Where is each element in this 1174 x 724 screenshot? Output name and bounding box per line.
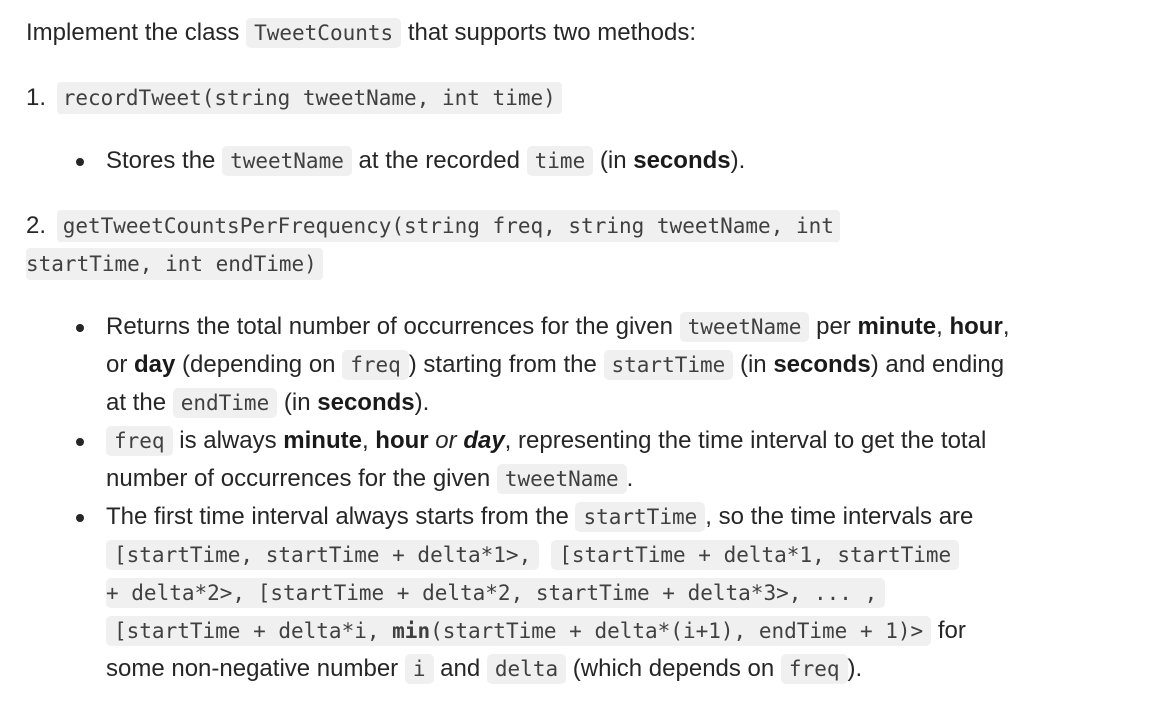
code-delta: delta bbox=[487, 654, 566, 684]
method2-signature-line2: startTime, int endTime) bbox=[26, 248, 323, 280]
bullet-dot bbox=[76, 514, 84, 522]
text: at the bbox=[106, 389, 173, 416]
code-interval-1: [startTime, startTime + delta*1>, bbox=[106, 540, 539, 570]
text: (in bbox=[593, 147, 634, 174]
text: , representing the time interval to get the total bbox=[504, 427, 987, 454]
class-name-code: TweetCounts bbox=[246, 18, 401, 48]
method2-heading-line2 bbox=[26, 245, 323, 283]
text: , bbox=[936, 313, 950, 340]
text: for bbox=[931, 617, 966, 644]
text: . bbox=[626, 465, 634, 492]
method2-number: 2. bbox=[26, 212, 47, 239]
text: ). bbox=[414, 389, 430, 416]
bullet-dot bbox=[76, 324, 84, 332]
text: ) starting from the bbox=[408, 351, 604, 378]
method1-bullet bbox=[106, 142, 745, 180]
bullet3-line1 bbox=[106, 498, 973, 536]
code-tweetname: tweetName bbox=[497, 464, 627, 494]
code-min: min bbox=[392, 619, 431, 643]
text: at the recorded bbox=[351, 147, 527, 174]
code-freq: freq bbox=[781, 654, 848, 684]
text: some non-negative number bbox=[106, 655, 405, 682]
text: and bbox=[433, 655, 487, 682]
text: number of occurrences for the given bbox=[106, 465, 497, 492]
method1-signature: recordTweet(string tweetName, int time) bbox=[57, 82, 562, 114]
code-starttime: startTime bbox=[575, 502, 705, 532]
bold-hour: hour bbox=[949, 313, 1003, 340]
code-tweetname: tweetName bbox=[680, 312, 810, 342]
bold-hour: hour bbox=[375, 427, 429, 454]
code-freq: freq bbox=[342, 350, 409, 380]
text: , bbox=[1002, 313, 1010, 340]
intro-text-before: Implement the class bbox=[26, 19, 247, 46]
italic-or: or bbox=[428, 427, 464, 454]
bullet2-line2 bbox=[106, 460, 633, 498]
text: per bbox=[809, 313, 858, 340]
bullet1-line1 bbox=[106, 308, 1009, 346]
intro-line bbox=[26, 14, 696, 52]
text: (depending on bbox=[175, 351, 343, 378]
bullet3-line4 bbox=[106, 612, 966, 650]
text: ). bbox=[847, 655, 863, 682]
code-endtime: endTime bbox=[173, 388, 278, 418]
bullet1-line2 bbox=[106, 346, 1004, 384]
code-interval-2: [startTime + delta*1, startTime bbox=[551, 540, 959, 570]
bullet-dot bbox=[76, 438, 84, 446]
bullet3-line2 bbox=[106, 536, 959, 574]
bold-seconds: seconds bbox=[773, 351, 871, 378]
code-freq: freq bbox=[106, 426, 173, 456]
code-part: (startTime + delta*(i+1), endTime + 1)> bbox=[430, 619, 924, 643]
text: (which depends on bbox=[566, 655, 781, 682]
bold-italic-day: day bbox=[463, 427, 505, 454]
text: (in bbox=[277, 389, 318, 416]
code-tweetname: tweetName bbox=[222, 146, 352, 176]
bold-minute: minute bbox=[857, 313, 937, 340]
bold-day: day bbox=[134, 351, 176, 378]
text: Returns the total number of occurrences for the given bbox=[106, 313, 680, 340]
method2-heading-line1 bbox=[26, 207, 840, 245]
bullet-dot bbox=[76, 158, 84, 166]
bullet3-line5 bbox=[106, 650, 862, 688]
method1-heading bbox=[26, 79, 562, 117]
code-starttime: startTime bbox=[604, 350, 734, 380]
code-time: time bbox=[527, 146, 594, 176]
code-interval-general bbox=[106, 616, 931, 646]
text: (in bbox=[733, 351, 774, 378]
intro-text-after: that supports two methods: bbox=[401, 19, 696, 46]
bold-seconds: seconds bbox=[317, 389, 415, 416]
code-part: [startTime + delta*i, bbox=[114, 619, 393, 643]
text: ). bbox=[730, 147, 746, 174]
method2-signature-line1: getTweetCountsPerFrequency(string freq, string tweetName, int bbox=[57, 210, 840, 242]
bold-minute: minute bbox=[283, 427, 362, 454]
text: is always bbox=[172, 427, 284, 454]
code-interval-3: + delta*2>, [startTime + delta*2, startTime + delta*3>, ... , bbox=[106, 578, 885, 608]
text: or bbox=[106, 351, 135, 378]
bullet2-line1 bbox=[106, 422, 986, 460]
method1-number: 1. bbox=[26, 84, 47, 111]
bold-seconds: seconds bbox=[633, 147, 731, 174]
text: ) and ending bbox=[870, 351, 1005, 378]
text: Stores the bbox=[106, 147, 223, 174]
code-i: i bbox=[405, 654, 434, 684]
text: , bbox=[361, 427, 376, 454]
text: The first time interval always starts from the bbox=[106, 503, 576, 530]
bullet1-line3 bbox=[106, 384, 429, 422]
text: , so the time intervals are bbox=[705, 503, 974, 530]
bullet3-line3 bbox=[106, 574, 885, 612]
